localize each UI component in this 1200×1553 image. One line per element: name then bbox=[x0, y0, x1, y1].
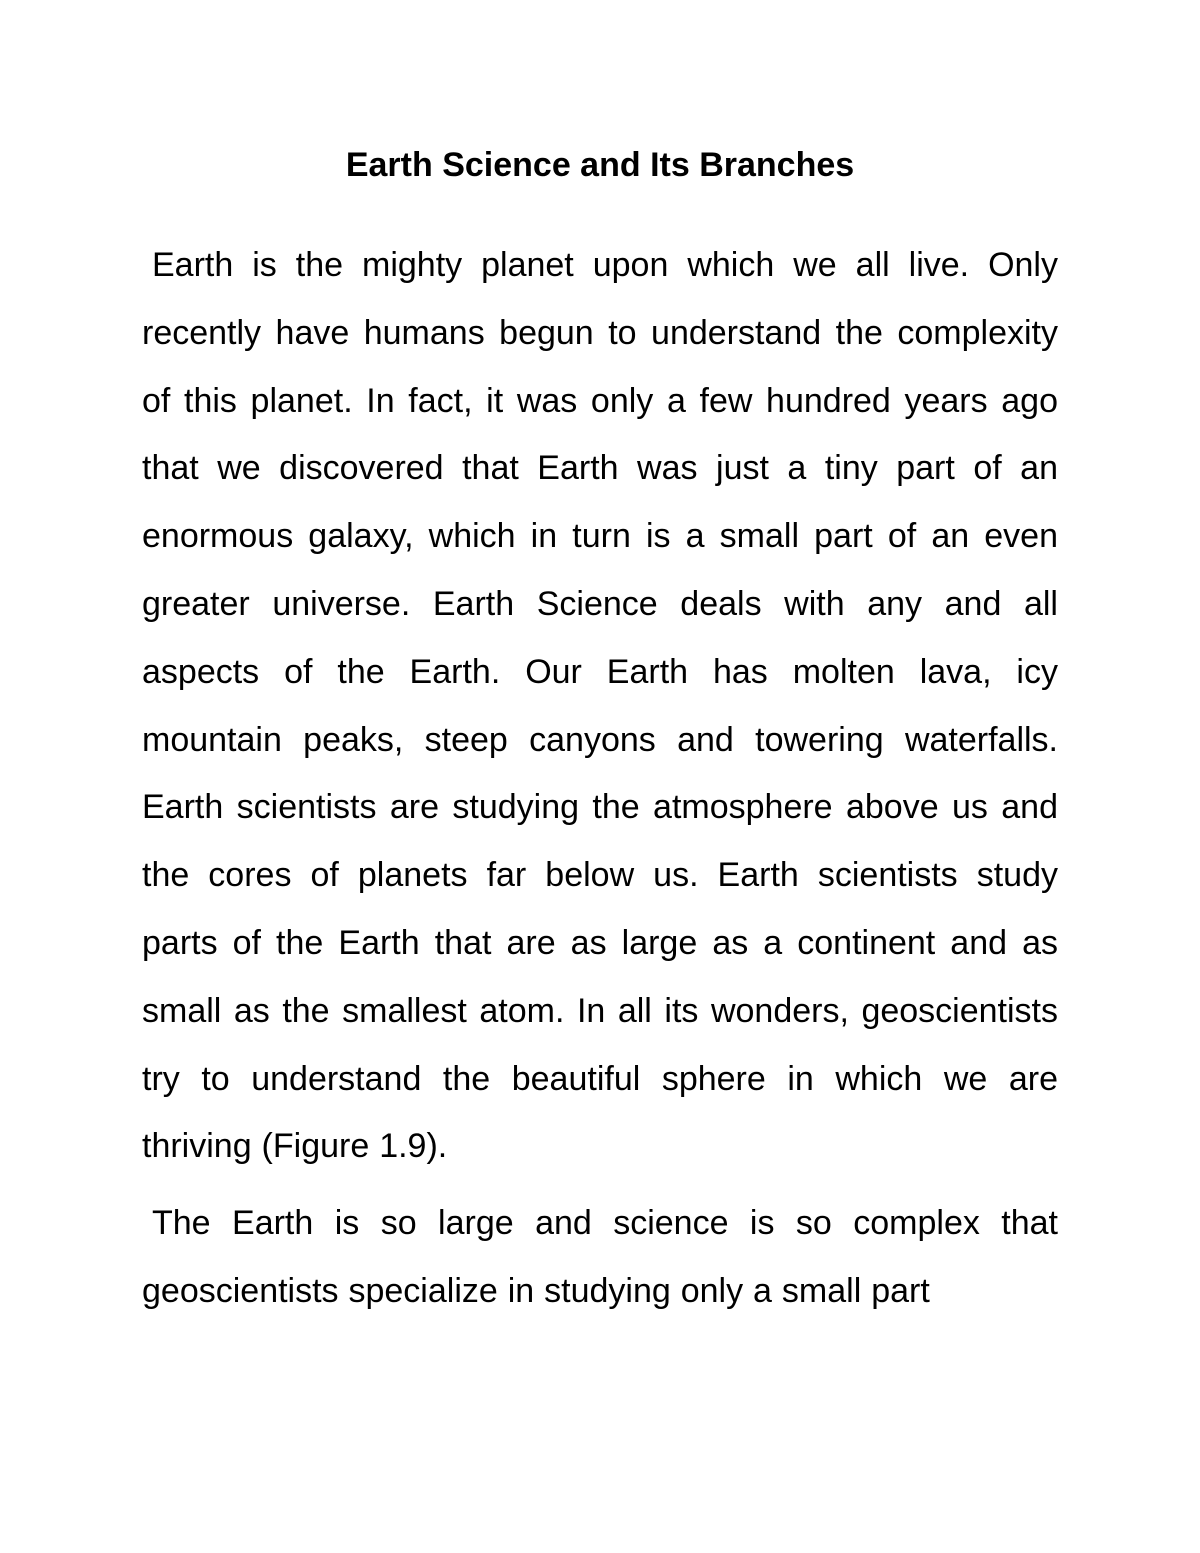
paragraph-2-text: The Earth is so large and science is so complex that geoscientists specialize in studying only a small part bbox=[142, 1204, 1058, 1310]
document-title: Earth Science and Its Branches bbox=[345, 146, 855, 184]
document-page bbox=[142, 140, 1058, 1326]
paragraph-1-text: Earth is the mighty planet upon which we all live. Only recently have humans begun to understand the complexity of this planet. In fact, it was only a few hundred years ago that we discovered that Earth was just a tiny part of an enormous galaxy, which in turn is a small part of an even greater universe. Earth Science deals with any and all aspects of the Earth. Our Earth has molten lava, icy mountain peaks, steep canyons and towering waterfalls. Earth scientists are studying the atmosphere above us and the cores of planets far below us. Earth scientists study parts of the Earth that are as large as a continent and as small as the smallest atom. In all its wonders, geoscientists try to understand the beautiful sphere in which we are thriving (Figure 1.9). bbox=[142, 246, 1058, 1166]
paragraph-2 bbox=[142, 1190, 1058, 1326]
paragraph-1 bbox=[142, 232, 1058, 1181]
